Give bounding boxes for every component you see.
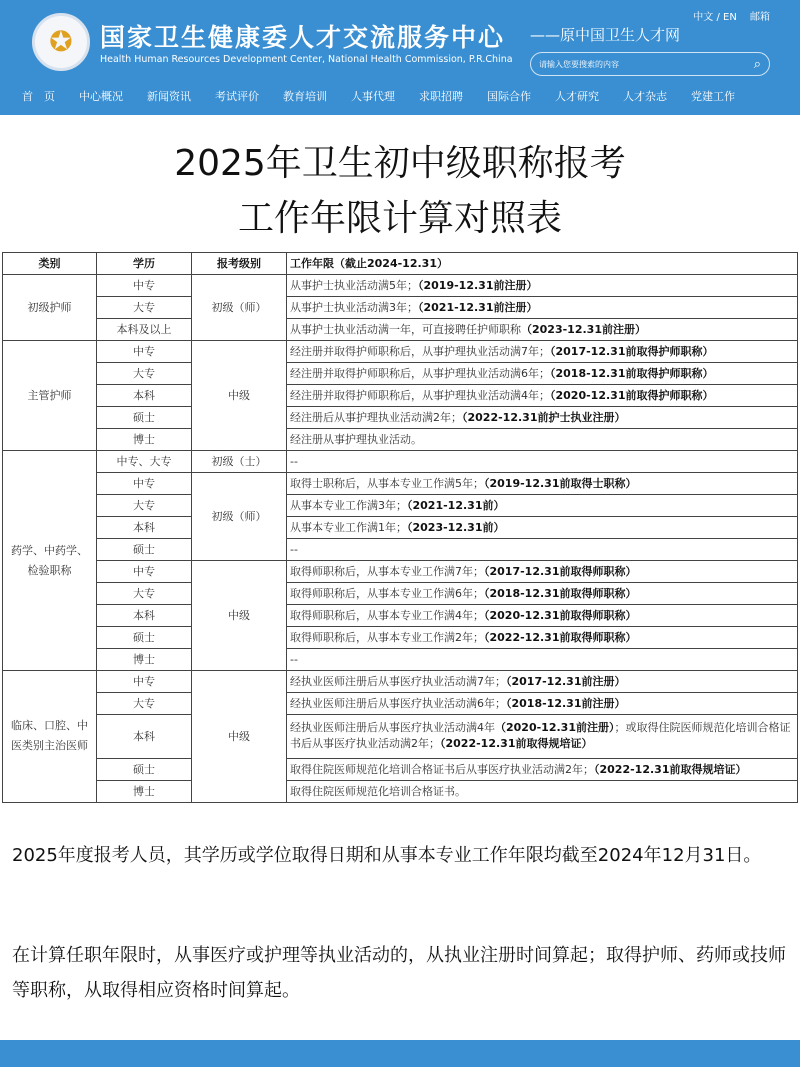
- education-cell: 硕士: [97, 407, 192, 429]
- nav-item[interactable]: 考试评价: [215, 90, 259, 103]
- table-header-row: [3, 253, 798, 275]
- deadline-text: （2019-12.31前取得士职称）: [484, 477, 637, 490]
- work-years-cell: [287, 275, 798, 297]
- requirement-text: 从事本专业工作满1年；: [290, 521, 407, 534]
- work-years-cell: [287, 407, 798, 429]
- table-row: [3, 758, 798, 780]
- education-cell: 大专: [97, 693, 192, 715]
- work-years-cell: [287, 297, 798, 319]
- requirement-text: 经注册从事护理执业活动。: [290, 433, 422, 446]
- education-cell: 本科及以上: [97, 319, 192, 341]
- nav-item[interactable]: 教育培训: [283, 90, 327, 103]
- requirement-text: --: [290, 543, 298, 556]
- work-years-cell: [287, 561, 798, 583]
- search-icon[interactable]: ⌕: [753, 56, 761, 72]
- nav-item[interactable]: 中心概况: [79, 90, 123, 103]
- header-work-years: 工作年限（截止2024-12.31）: [287, 253, 798, 275]
- nav-item[interactable]: 人才杂志: [623, 90, 667, 103]
- table-row: [3, 297, 798, 319]
- table-row: [3, 429, 798, 451]
- level-cell: 中级: [192, 671, 287, 803]
- table-row: [3, 671, 798, 693]
- work-years-cell: [287, 539, 798, 561]
- work-years-cell: [287, 473, 798, 495]
- requirement-text: --: [290, 653, 298, 666]
- note-1: 2025年度报考人员，其学历或学位取得日期和从事本专业工作年限均截至2024年12月31日。: [12, 845, 762, 866]
- header-education: 学历: [97, 253, 192, 275]
- top-links: [683, 8, 770, 23]
- requirement-text: 经执业医师注册后从事医疗执业活动满6年；: [290, 697, 506, 710]
- table-row: [3, 561, 798, 583]
- requirement-text: 取得士职称后，从事本专业工作满5年；: [290, 477, 484, 490]
- table-row: [3, 495, 798, 517]
- table-row: [3, 451, 798, 473]
- work-years-cell: [287, 627, 798, 649]
- requirement-text: 经执业医师注册后从事医疗执业活动满4年: [290, 721, 495, 735]
- education-cell: 硕士: [97, 539, 192, 561]
- table-row: [3, 473, 798, 495]
- work-years-cell: [287, 758, 798, 780]
- level-cell: 初级（士）: [192, 451, 287, 473]
- requirement-text: 经注册后从事护理执业活动满2年；: [290, 411, 462, 424]
- requirement-text: 取得师职称后，从事本专业工作满4年；: [290, 609, 484, 622]
- requirement-text: 取得师职称后，从事本专业工作满7年；: [290, 565, 484, 578]
- search-box[interactable]: [530, 52, 770, 76]
- footer-bar: [0, 1040, 800, 1067]
- requirement-text: 取得师职称后，从事本专业工作满6年；: [290, 587, 484, 600]
- work-years-cell: [287, 693, 798, 715]
- search-input[interactable]: 请输入您要搜索的内容: [539, 59, 619, 69]
- requirement-text: 经注册并取得护师职称后，从事护理执业活动满7年；: [290, 345, 550, 358]
- nav-item[interactable]: 首 页: [22, 90, 55, 103]
- table-row: [3, 583, 798, 605]
- table-row: [3, 715, 798, 759]
- note-2: 在计算任职年限时，从事医疗或护理等执业活动的，从执业注册时间算起；取得护师、药师或技师等职称，从取得相应资格时间算起。: [12, 945, 786, 1001]
- work-years-table: [2, 252, 798, 803]
- level-cell: 中级: [192, 561, 287, 671]
- site-header: [0, 0, 800, 115]
- deadline-text: （2017-12.31前注册）: [506, 675, 626, 688]
- table-row: [3, 341, 798, 363]
- category-cell: 初级护师: [3, 275, 97, 341]
- education-cell: 中专: [97, 275, 192, 297]
- requirement-text: 从事护士执业活动满3年；: [290, 301, 418, 314]
- category-cell: 药学、中药学、检验职称: [3, 451, 97, 671]
- site-name-cn: 国家卫生健康委人才交流服务中心: [100, 23, 506, 52]
- deadline-text: （2020-12.31前注册）: [495, 721, 615, 735]
- deadline-text: （2018-12.31前取得师职称）: [484, 587, 637, 600]
- header-category: 类别: [3, 253, 97, 275]
- deadline-text: （2020-12.31前取得护师职称）: [550, 389, 714, 402]
- level-cell: 初级（师）: [192, 275, 287, 341]
- education-cell: 博士: [97, 780, 192, 802]
- table-row: [3, 363, 798, 385]
- page-title-line2: 工作年限计算对照表: [237, 198, 562, 239]
- education-cell: 本科: [97, 517, 192, 539]
- education-cell: 大专: [97, 363, 192, 385]
- deadline-text-alt: （2022-12.31前取得规培证）: [440, 737, 593, 751]
- table-row: [3, 605, 798, 627]
- mail-link[interactable]: 邮箱: [750, 12, 770, 23]
- requirement-text: --: [290, 455, 298, 468]
- work-years-cell: [287, 715, 798, 759]
- education-cell: 大专: [97, 297, 192, 319]
- work-years-cell: [287, 341, 798, 363]
- deadline-text: （2023-12.31前注册）: [521, 323, 646, 336]
- deadline-text: （2022-12.31前取得规培证）: [594, 762, 747, 776]
- work-years-cell: [287, 319, 798, 341]
- site-logo[interactable]: [32, 13, 90, 71]
- header-level: 报考级别: [192, 253, 287, 275]
- requirement-text: 经执业医师注册后从事医疗执业活动满7年；: [290, 675, 506, 688]
- deadline-text: （2022-12.31前护士执业注册）: [462, 411, 626, 424]
- requirement-text: 从事本专业工作满3年；: [290, 499, 407, 512]
- site-name-en: Health Human Resources Development Center, National Health Commission, P.R.China: [100, 54, 513, 65]
- deadline-text: （2017-12.31前取得护师职称）: [550, 345, 714, 358]
- table-row: [3, 627, 798, 649]
- deadline-text: （2022-12.31前取得师职称）: [484, 631, 637, 644]
- page-title-line1: 2025年卫生初中级职称报考: [174, 143, 626, 184]
- education-cell: 本科: [97, 385, 192, 407]
- level-cell: 初级（师）: [192, 473, 287, 561]
- requirement-text: 取得师职称后，从事本专业工作满2年；: [290, 631, 484, 644]
- deadline-text: （2020-12.31前取得师职称）: [484, 609, 637, 622]
- deadline-text: （2019-12.31前注册）: [418, 279, 538, 292]
- work-years-cell: [287, 495, 798, 517]
- education-cell: 博士: [97, 429, 192, 451]
- education-cell: 中专: [97, 671, 192, 693]
- work-years-cell: [287, 605, 798, 627]
- work-years-cell: [287, 780, 798, 802]
- nav-item[interactable]: 人事代理: [351, 90, 395, 103]
- requirement-text: 从事护士执业活动满一年，可直接聘任护师职称: [290, 323, 521, 336]
- deadline-text: （2021-12.31前）: [407, 499, 505, 512]
- requirement-text: 经注册并取得护师职称后，从事护理执业活动满6年；: [290, 367, 550, 380]
- requirement-text: 取得住院医师规范化培训合格证书后从事医疗执业活动满2年；: [290, 762, 594, 776]
- education-cell: 中专、大专: [97, 451, 192, 473]
- nav-item[interactable]: 党建工作: [691, 90, 735, 103]
- nav-item[interactable]: 国际合作: [487, 90, 531, 103]
- requirement-text-alt: ；或取得住院医师规范化培训合格证书后从事医疗执业活动满2年；: [290, 721, 791, 751]
- table-row: [3, 319, 798, 341]
- education-cell: 本科: [97, 605, 192, 627]
- level-cell: 中级: [192, 341, 287, 451]
- work-years-cell: [287, 429, 798, 451]
- table-row: [3, 649, 798, 671]
- nav-item[interactable]: 人才研究: [555, 90, 599, 103]
- nav-item[interactable]: 新闻资讯: [147, 90, 191, 103]
- education-cell: 中专: [97, 473, 192, 495]
- table-row: [3, 385, 798, 407]
- deadline-text: （2018-12.31前取得护师职称）: [550, 367, 714, 380]
- work-years-cell: [287, 583, 798, 605]
- work-years-cell: [287, 363, 798, 385]
- nav-item[interactable]: 求职招聘: [419, 90, 463, 103]
- work-years-cell: [287, 671, 798, 693]
- table-row: [3, 780, 798, 802]
- requirement-text: 经注册并取得护师职称后，从事护理执业活动满4年；: [290, 389, 550, 402]
- table-row: [3, 539, 798, 561]
- table-row: [3, 407, 798, 429]
- work-years-cell: [287, 385, 798, 407]
- category-cell: 主管护师: [3, 341, 97, 451]
- deadline-text: （2018-12.31前注册）: [506, 697, 626, 710]
- education-cell: 本科: [97, 715, 192, 759]
- language-switch[interactable]: 中文 / EN: [693, 12, 737, 23]
- requirement-text: 取得住院医师规范化培训合格证书。: [290, 784, 466, 798]
- work-years-cell: [287, 517, 798, 539]
- work-years-cell: [287, 649, 798, 671]
- deadline-text: （2021-12.31前注册）: [418, 301, 538, 314]
- education-cell: 硕士: [97, 758, 192, 780]
- education-cell: 中专: [97, 341, 192, 363]
- table-row: [3, 517, 798, 539]
- deadline-text: （2017-12.31前取得师职称）: [484, 565, 637, 578]
- category-cell: 临床、口腔、中医类别主治医师: [3, 671, 97, 803]
- education-cell: 中专: [97, 561, 192, 583]
- requirement-text: 从事护士执业活动满5年；: [290, 279, 418, 292]
- table-row: [3, 693, 798, 715]
- main-nav: [22, 88, 759, 104]
- former-name: ——原中国卫生人才网: [530, 26, 681, 44]
- deadline-text: （2023-12.31前）: [407, 521, 505, 534]
- work-years-cell: [287, 451, 798, 473]
- education-cell: 大专: [97, 583, 192, 605]
- education-cell: 大专: [97, 495, 192, 517]
- logo-star-icon: ✪: [49, 25, 73, 58]
- table-row: [3, 275, 798, 297]
- education-cell: 硕士: [97, 627, 192, 649]
- education-cell: 博士: [97, 649, 192, 671]
